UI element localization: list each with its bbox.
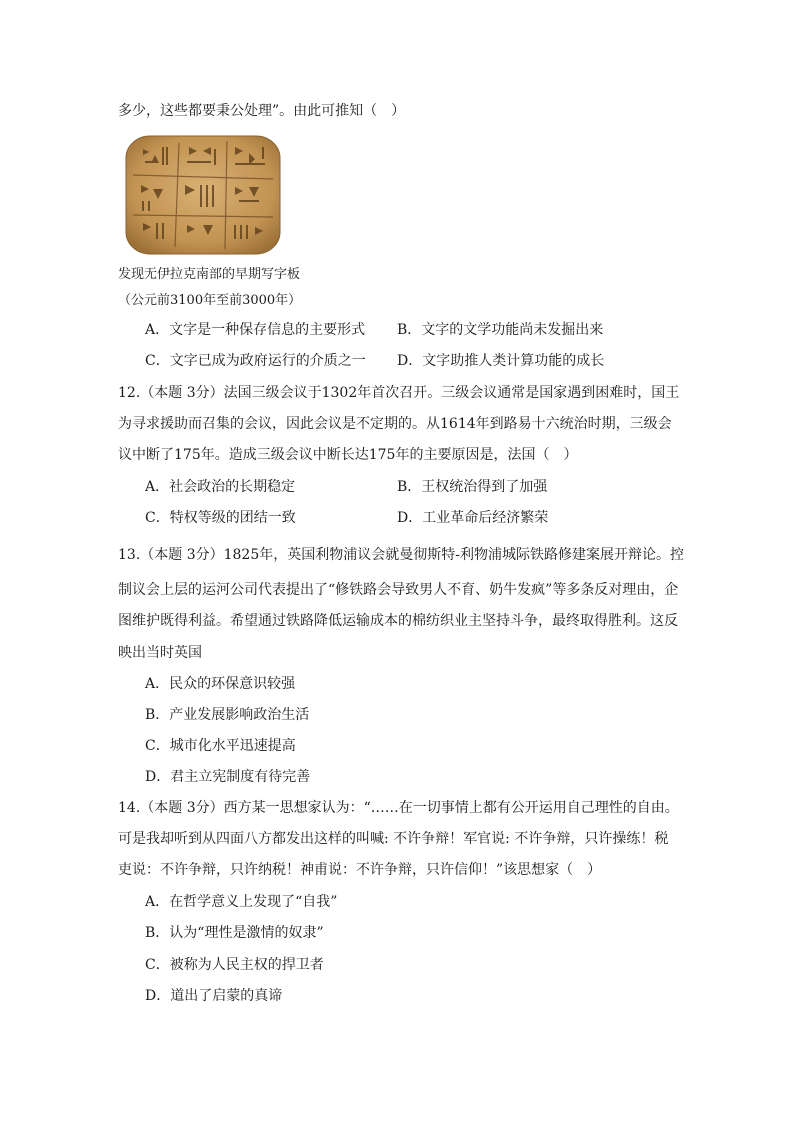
q13-stem-line4: 映出当时英国 bbox=[118, 645, 202, 661]
q13-option-a[interactable]: A．民众的环保意识较强 bbox=[145, 676, 296, 692]
q12-stem-line3: 议中断了175年。造成三级会议中断长达175年的主要原因是，法国（ ） bbox=[118, 447, 578, 463]
q12-stem-line2: 为寻求援助而召集的会议，因此会议是不定期的。从1614年到路易十六统治时期，三级会 bbox=[118, 416, 672, 432]
q12-option-a[interactable]: A．社会政治的长期稳定 bbox=[145, 479, 296, 495]
q11-option-c[interactable]: C．文字已成为政府运行的介质之一 bbox=[145, 353, 366, 369]
q13-option-d[interactable]: D．君主立宪制度有待完善 bbox=[145, 769, 311, 785]
q13-option-c[interactable]: C．城市化水平迅速提高 bbox=[145, 738, 296, 754]
q12-option-c[interactable]: C．特权等级的团结一致 bbox=[145, 510, 296, 526]
q13-stem-line2: 制议会上层的运河公司代表提出了“修铁路会导致男人不育、奶牛发疯”等多条反对理由，企 bbox=[118, 582, 679, 598]
q14-option-c[interactable]: C．被称为人民主权的捍卫者 bbox=[145, 957, 324, 973]
q12-stem-line1: 12.（本题 3分）法国三级会议于1302年首次召开。三级会议通常是国家遇到困难时，国王 bbox=[118, 385, 680, 401]
q11-option-a[interactable]: A．文字是一种保存信息的主要形式 bbox=[145, 322, 366, 338]
q11-option-b[interactable]: B．文字的文学功能尚未发掘出来 bbox=[397, 322, 604, 338]
q13-option-b[interactable]: B．产业发展影响政治生活 bbox=[145, 707, 310, 723]
q14-stem-line3: 吏说：不许争辩，只许纳税！神甫说：不许争辩，只许信仰！”该思想家（ ） bbox=[118, 862, 602, 878]
cuneiform-tablet-image bbox=[123, 133, 283, 257]
figure-caption-line1: 发现无伊拉克南部的早期写字板 bbox=[118, 267, 301, 282]
figure-caption-line2: （公元前3100年至前3000年） bbox=[118, 293, 302, 308]
q11-option-d[interactable]: D．文字助推人类计算功能的成长 bbox=[397, 353, 605, 369]
q14-option-a[interactable]: A．在哲学意义上发现了“自我” bbox=[145, 894, 338, 910]
q14-option-d[interactable]: D．道出了启蒙的真谛 bbox=[145, 988, 283, 1004]
intro-line: 多少，这些都要秉公处理”。由此可推知（ ） bbox=[118, 103, 406, 119]
q13-stem-line3: 图维护既得利益。希望通过铁路降低运输成本的棉纺织业主坚持斗争，最终取得胜利。这反 bbox=[118, 613, 678, 629]
q13-stem-line1: 13.（本题 3分）1825年，英国利物浦议会就曼彻斯特-利物浦城际铁路修建案展开辩论。控 bbox=[118, 547, 684, 563]
q12-option-d[interactable]: D．工业革命后经济繁荣 bbox=[397, 510, 549, 526]
q12-option-b[interactable]: B．王权统治得到了加强 bbox=[397, 479, 548, 495]
q14-stem-line2: 可是我却听到从四面八方都发出这样的叫喊: 不许争辩！军官说: 不许争辩，只许操练！税 bbox=[118, 831, 669, 847]
q14-stem-line1: 14.（本题 3分）西方某一思想家认为：“……在一切事情上都有公开运用自己理性的自由。 bbox=[118, 800, 679, 816]
q14-option-b[interactable]: B．认为“理性是激情的奴隶” bbox=[145, 925, 324, 941]
